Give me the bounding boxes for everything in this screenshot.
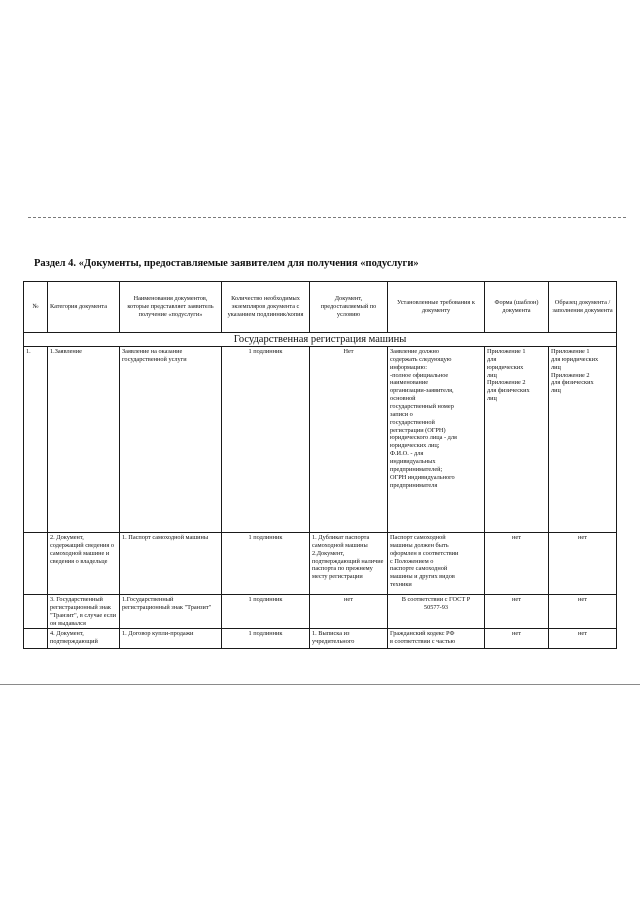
- row-number: 1.: [24, 347, 48, 533]
- row-document-name: 1. Договор купли-продажи: [120, 629, 222, 649]
- table-header-row: [24, 282, 617, 333]
- header-number: №: [24, 282, 48, 333]
- table-row: [24, 533, 617, 595]
- row-category: 2. Документ, содержащий сведения о самоходной машине и сведения о владельце: [48, 533, 120, 595]
- table-row: [24, 629, 617, 649]
- row-conditional: 1. Дубликат паспорта самоходной машины 2.Документ, подтверждающий наличие паспорта по прежнему месту регистрации: [310, 533, 388, 595]
- header-conditional: Документ, предоставляемый по условию: [310, 282, 388, 333]
- row-sample: нет: [549, 533, 617, 595]
- section-label: Государственная регистрация машины: [24, 333, 617, 347]
- scan-edge-bottom: [0, 684, 640, 685]
- section-header-row: [24, 333, 617, 347]
- row-requirements: Гражданский кодекс РФ в соответствии с частью: [388, 629, 485, 649]
- table-row: [24, 595, 617, 629]
- row-sample: нет: [549, 629, 617, 649]
- row-document-name: Заявление на оказание государственной услуги: [120, 347, 222, 533]
- header-copies: Количество необходимых экземпляров документа с указанием подлинник/копия: [222, 282, 310, 333]
- row-category: 4. Документ, подтверждающий: [48, 629, 120, 649]
- row-conditional: Нет: [310, 347, 388, 533]
- row-form: Приложение 1 для юридических лиц Приложение 2 для физических лиц: [485, 347, 549, 533]
- row-document-name: 1.Государственный регистрационный знак "Транзит": [120, 595, 222, 629]
- row-copies: 1 подлинник: [222, 629, 310, 649]
- row-form: нет: [485, 629, 549, 649]
- row-sample: нет: [549, 595, 617, 629]
- header-category: Категория документа: [48, 282, 120, 333]
- row-conditional: нет: [310, 595, 388, 629]
- row-copies: 1 подлинник: [222, 595, 310, 629]
- row-document-name: 1. Паспорт самоходной машины: [120, 533, 222, 595]
- header-form: Форма (шаблон) документа: [485, 282, 549, 333]
- row-conditional: 1. Выписка из учредительного: [310, 629, 388, 649]
- row-category: 3. Государственный регистрационный знак "Транзит", в случае если он выдавался: [48, 595, 120, 629]
- row-copies: 1 подлинник: [222, 347, 310, 533]
- row-copies: 1 подлинник: [222, 533, 310, 595]
- row-requirements: Паспорт самоходной машины должен быть оформлен в соответствии с Положением о паспорте самоходной машины и других видов техники: [388, 533, 485, 595]
- row-sample: Приложение 1 для юридических лиц Приложение 2 для физических лиц: [549, 347, 617, 533]
- row-number: [24, 595, 48, 629]
- header-sample: Образец документа / заполнения документа: [549, 282, 617, 333]
- scan-edge-top: [28, 217, 626, 218]
- row-number: [24, 533, 48, 595]
- documents-table: [23, 281, 617, 649]
- row-requirements: В соответствии с ГОСТ Р 50577-93: [388, 595, 485, 629]
- row-category: 1.Заявление: [48, 347, 120, 533]
- row-form: нет: [485, 595, 549, 629]
- row-form: нет: [485, 533, 549, 595]
- header-document-name: Наименования документов, которые представляет заявитель получение «подуслуги»: [120, 282, 222, 333]
- header-requirements: Установленные требования к документу: [388, 282, 485, 333]
- row-number: [24, 629, 48, 649]
- row-requirements: Заявление должно содержать следующую информацию: -полное официальное наименование организации-заявителя, основной государственный номер записи о государственной регистрации (ОГРН) юридического лица - для юридических лиц; Ф.И.О. - для индивидуальных предпринимателей; ОГРН индивидуального предпринимателя: [388, 347, 485, 533]
- section-title: Раздел 4. «Документы, предоставляемые заявителем для получения «подуслуги»: [34, 258, 419, 269]
- table-row: [24, 347, 617, 533]
